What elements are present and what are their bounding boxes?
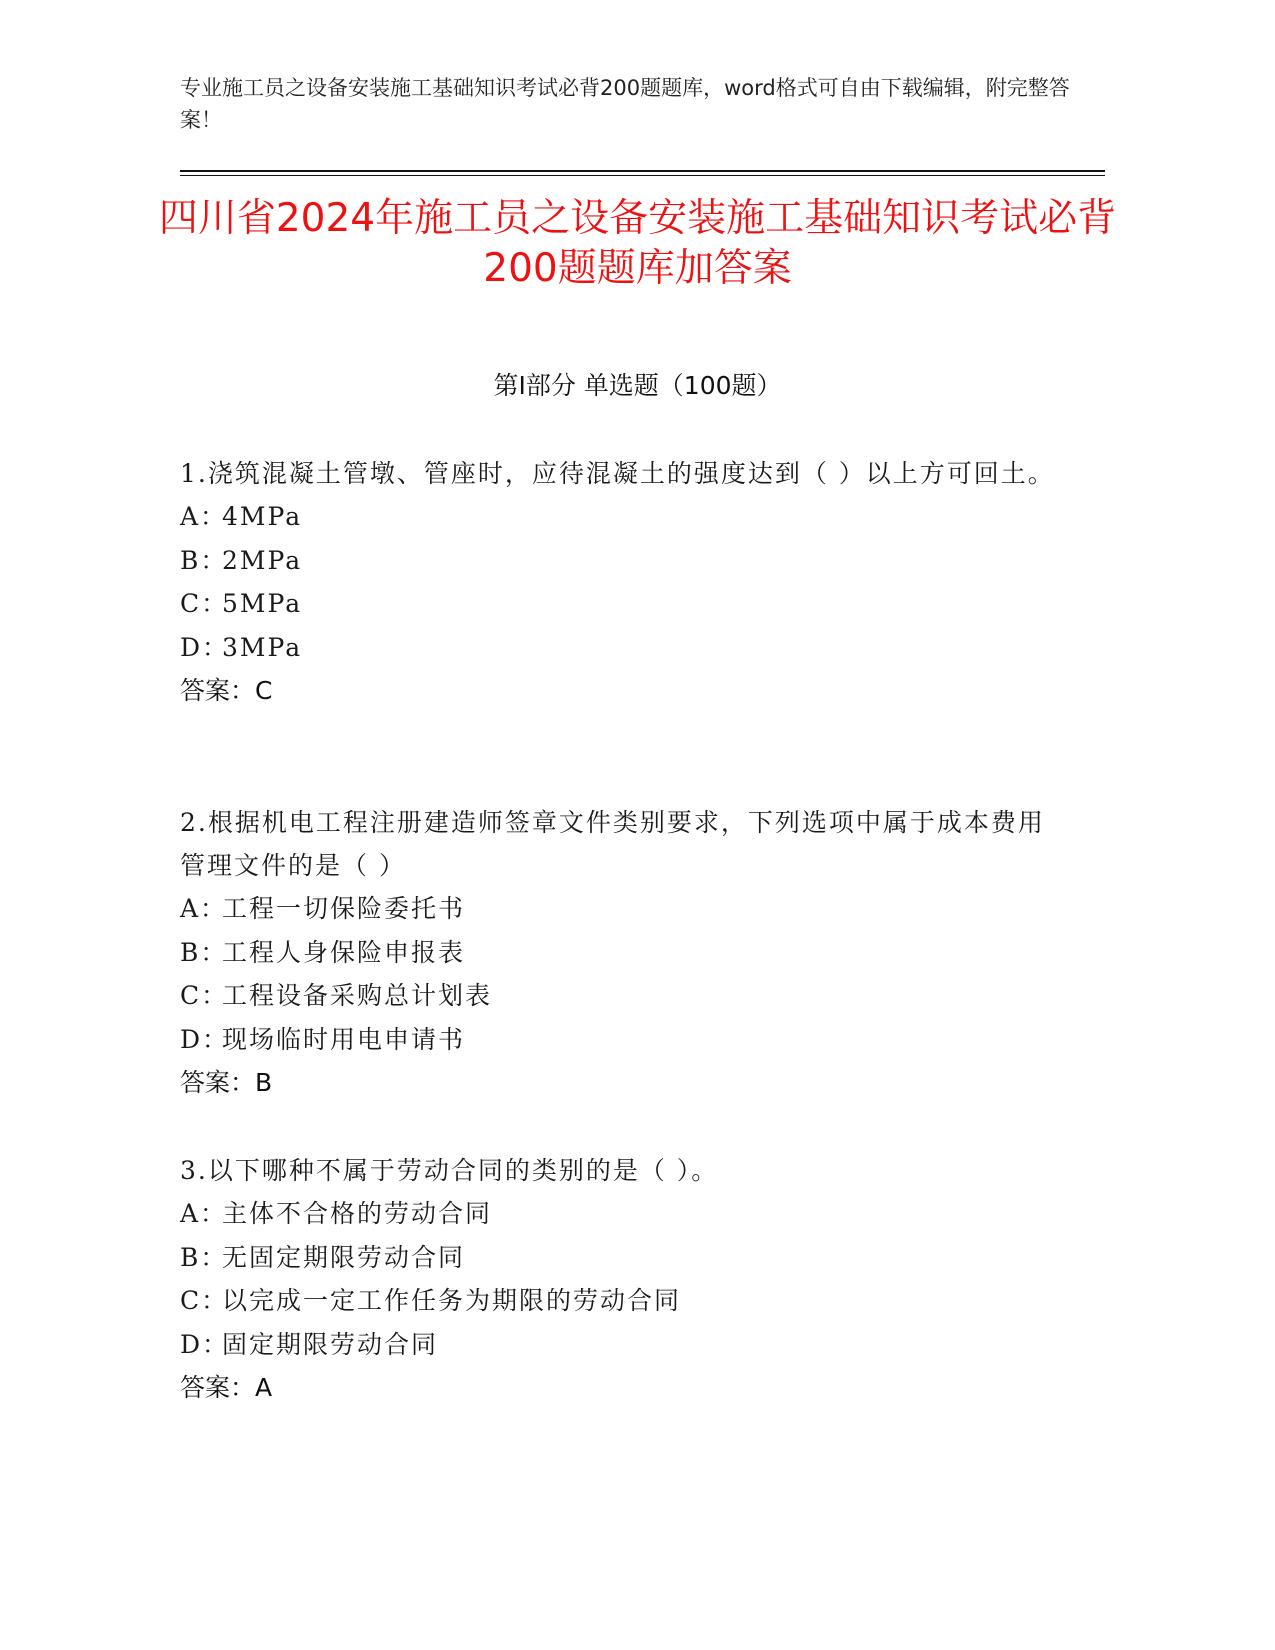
option-d [180,626,1060,670]
option-key: B： [180,1242,228,1272]
option-text: 以完成一定工作任务为期限的劳动合同 [222,1286,682,1315]
option-d [180,1018,1060,1062]
header-divider-thick [180,170,1105,172]
option-text: 4MPa [222,502,303,531]
question-stem: 1.浇筑混凝土管墩、管座时，应待混凝土的强度达到（ ）以上方可回土。 [180,459,1055,488]
option-key: D： [180,632,230,662]
option-b [180,1236,1060,1280]
answer-line: 答案：A [180,1373,273,1402]
question-stem: 2.根据机电工程注册建造师签章文件类别要求，下列选项中属于成本费用管理文件的是（ ） [180,808,1045,880]
option-text: 现场临时用电申请书 [222,1024,466,1054]
option-b [180,539,1060,583]
option-key: A： [180,894,228,923]
option-text: 3MPa [222,632,303,662]
question-stem: 3.以下哪种不属于劳动合同的类别的是（ ）。 [180,1156,719,1185]
option-key: B： [180,545,228,575]
option-text: 工程人身保险申报表 [222,937,466,967]
header-divider-thin [180,175,1105,176]
option-key: D： [180,1329,230,1359]
option-key: D： [180,1024,230,1054]
header-note: 专业施工员之设备安装施工基础知识考试必背200题题库，word格式可自由下载编辑，附完整答案！ [180,76,1070,132]
option-key: B： [180,937,228,967]
option-text: 无固定期限劳动合同 [222,1242,466,1272]
option-text: 2MPa [222,545,303,575]
section-title: 第I部分 单选题（100题） [493,371,782,400]
option-d [180,1323,1060,1367]
option-c [180,1279,1060,1323]
option-text: 工程一切保险委托书 [222,894,466,923]
option-key: C： [180,1286,229,1315]
option-text: 5MPa [222,589,303,618]
document-title: 四川省2024年施工员之设备安装施工基础知识考试必背200题题库加答案 [158,196,1117,291]
question-2 [180,801,1060,1105]
option-text: 主体不合格的劳动合同 [222,1199,493,1228]
answer-line: 答案：C [180,676,273,705]
option-key: A： [180,1199,228,1228]
question-1 [180,452,1060,713]
option-a [180,495,1060,539]
option-key: C： [180,981,229,1010]
option-key: C： [180,589,229,618]
option-key: A： [180,502,228,531]
option-c [180,974,1060,1018]
option-c [180,582,1060,626]
option-text: 固定期限劳动合同 [222,1329,439,1359]
answer-line: 答案：B [180,1068,273,1097]
option-a [180,887,1060,931]
question-3 [180,1149,1060,1410]
option-a [180,1192,1060,1236]
option-b [180,931,1060,975]
option-text: 工程设备采购总计划表 [222,981,493,1010]
